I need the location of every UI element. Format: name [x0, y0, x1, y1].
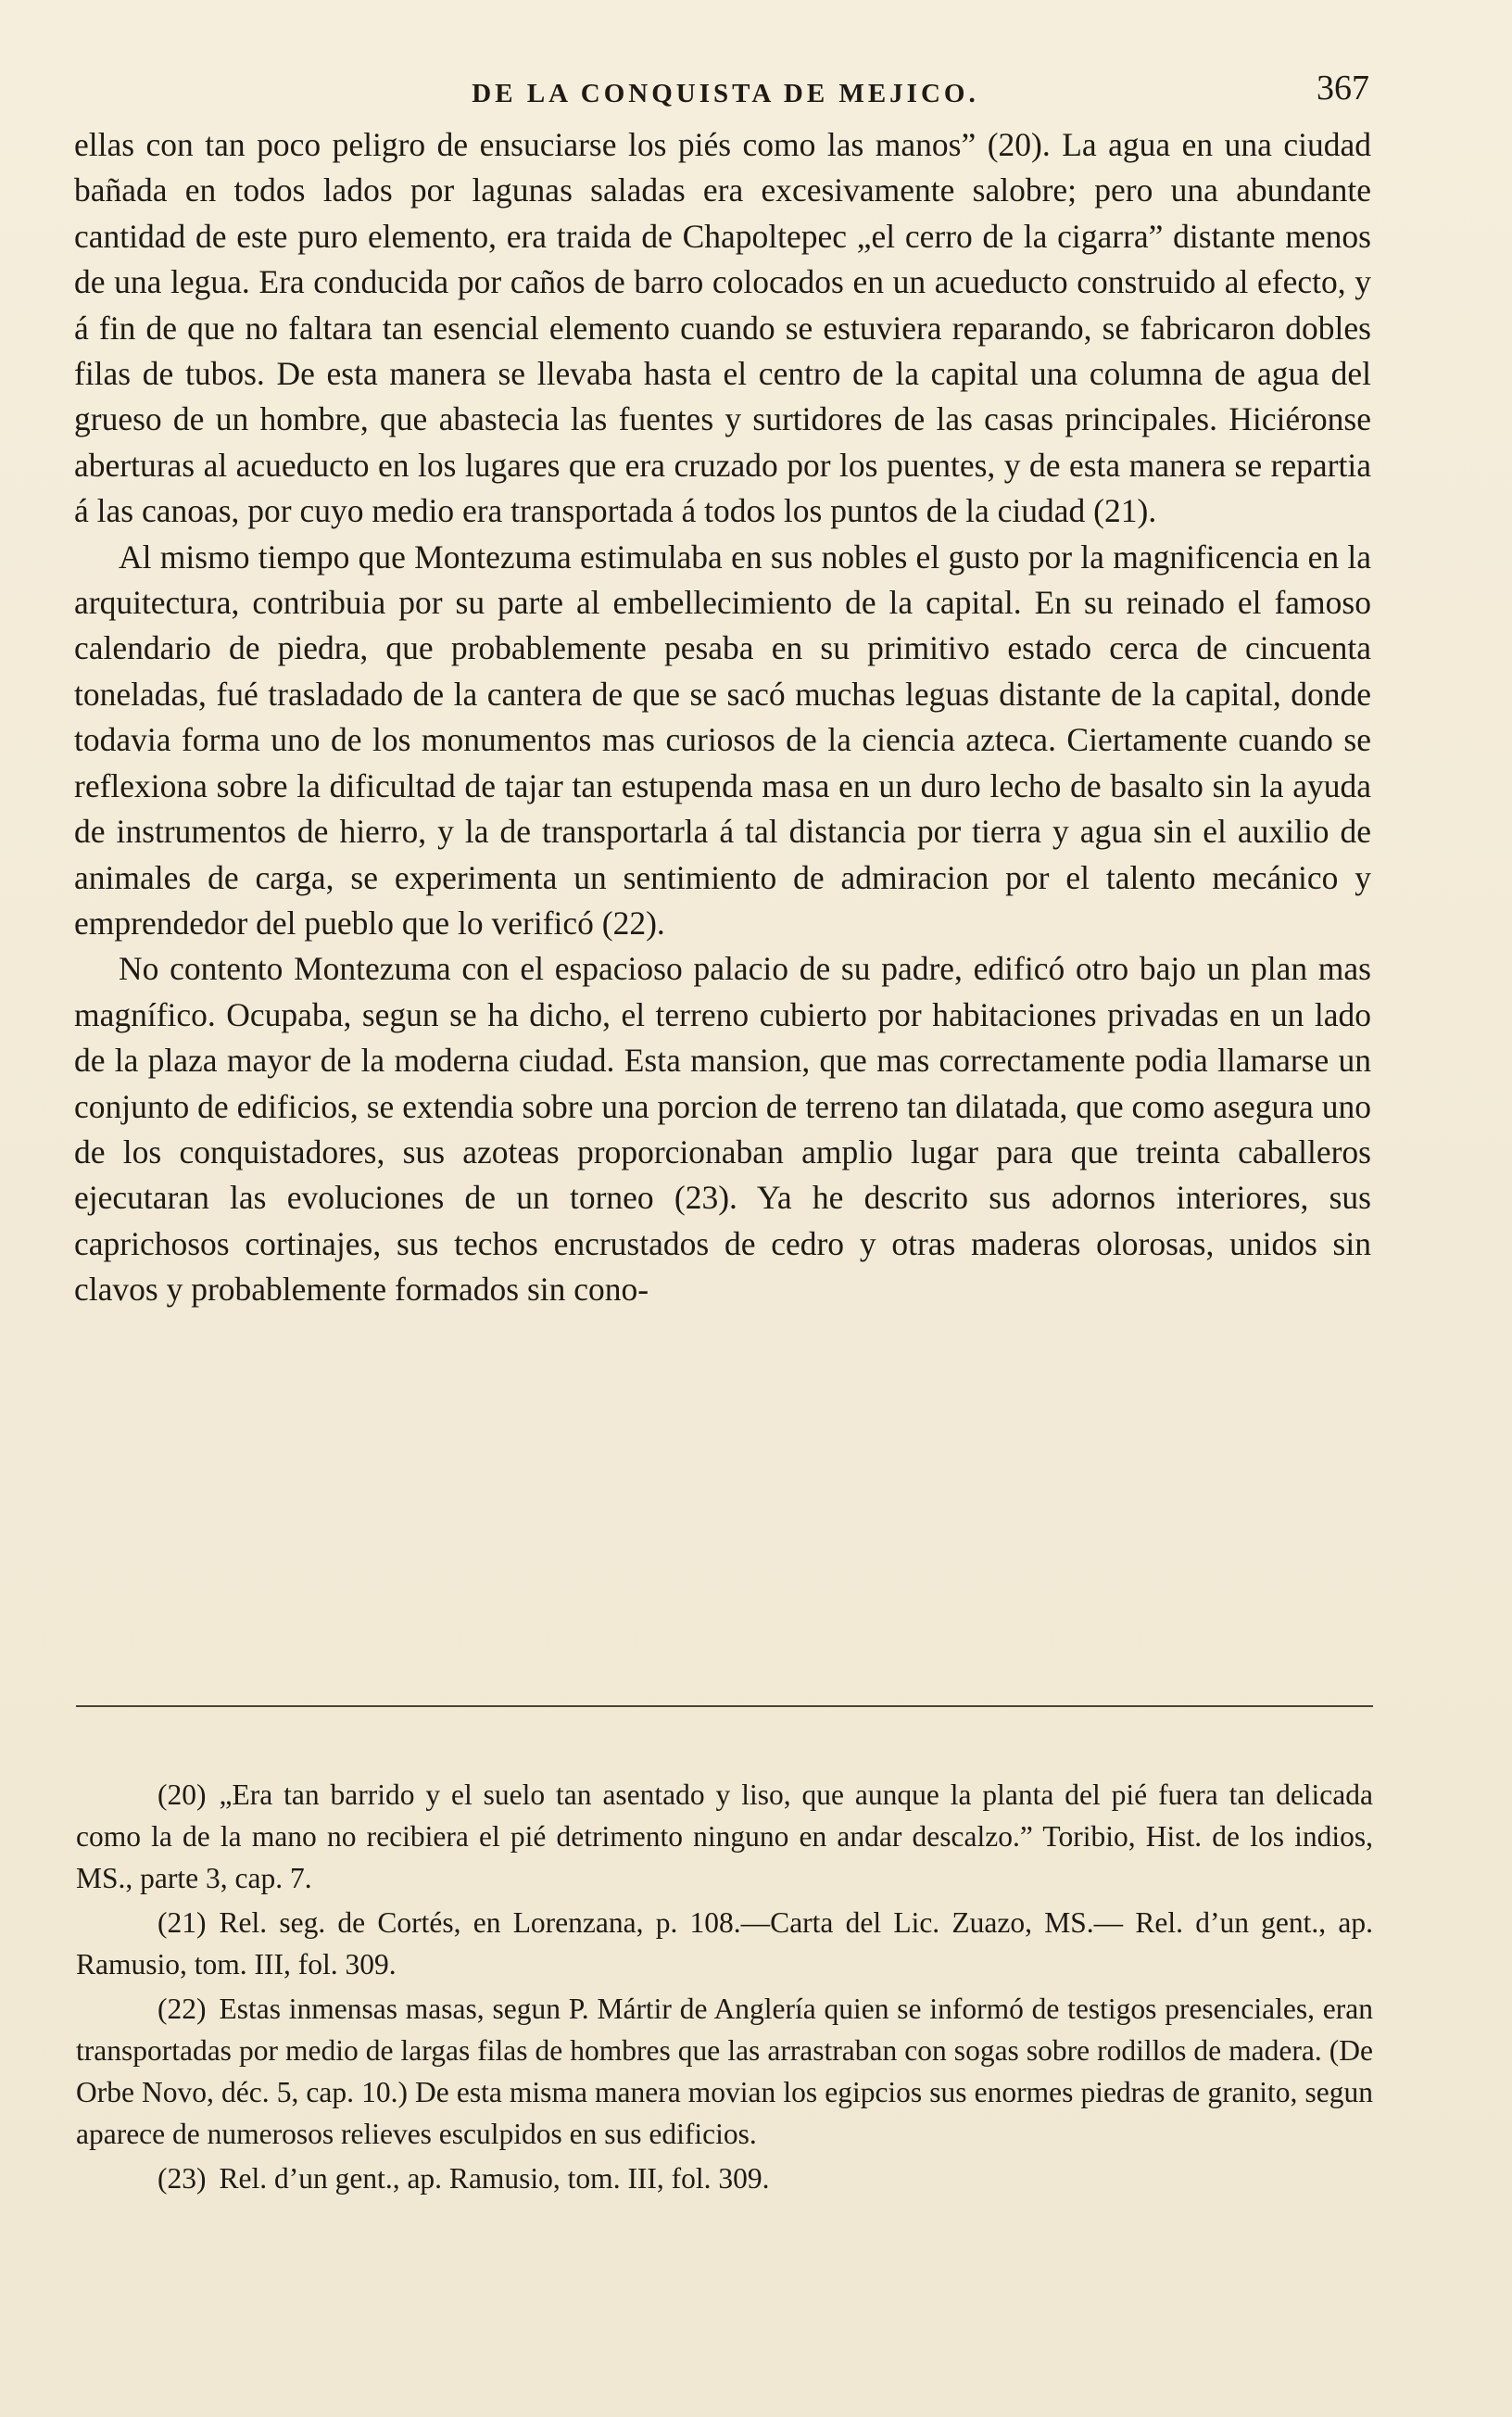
- paragraph: No contento Montezuma con el espacioso palacio de su padre, edificó otro bajo un plan mas magnífico. Ocupaba, segun se ha dicho, el terreno cubierto por habitaciones privadas en un lado de la plaza mayor de la moderna ciudad. Esta mansion, que mas correctamente podia llamarse un conjunto de edificios, se extendia sobre una porcion de terreno tan dilatada, que como asegura uno de los conquistadores, sus azoteas proporcionaban amplio lugar para que treinta caballeros ejecutaran las evoluciones de un torneo (23). Ya he descrito sus adornos interiores, sus caprichosos cortinajes, sus techos encrustados de cedro y otras maderas olorosas, unidos sin clavos y probablemente formados sin cono-: [74, 950, 1371, 1309]
- footnote-marker: (23): [158, 2162, 207, 2195]
- footnote-text: „Era tan barrido y el suelo tan asentado y liso, que aunque la planta del pié fuera tan delicada como la de la mano no recibiera el pié detrimento ninguno en andar descalzo.” Toribio, Hist. de los indios, MS., parte 3, cap. 7.: [76, 1778, 1373, 1894]
- footnote: [76, 1902, 1373, 1985]
- footnote-text: Rel. seg. de Cortés, en Lorenzana, p. 108.—Carta del Lic. Zuazo, MS.— Rel. d’un gent., ap. Ramusio, tom. III, fol. 309.: [76, 1906, 1373, 1980]
- footnotes: [76, 1774, 1373, 2202]
- footnote-text: Rel. d’un gent., ap. Ramusio, tom. III, fol. 309.: [219, 2162, 770, 2195]
- running-title: DE LA CONQUISTA DE MEJICO.: [472, 79, 979, 108]
- footnote-text: Estas inmensas masas, segun P. Mártir de Anglería quien se informó de testigos presenciales, eran transportadas por medio de largas filas de hombres que las arrastraban con sogas sobre rodillos de madera. (De Orbe Novo, déc. 5, cap. 10.) De esta misma manera movian los egipcios sus enormes piedras de granito, segun aparece de numerosos relieves esculpidos en sus edificios.: [76, 1993, 1373, 2150]
- paragraph: ellas con tan poco peligro de ensuciarse los piés como las manos” (20). La agua en una ciudad bañada en todos lados por lagunas saladas era excesivamente salobre; pero una abundante cantidad de este puro elemento, era traida de Chapoltepec „el cerro de la cigarra” distante menos de una legua. Era conducida por caños de barro colocados en un acueducto construido al efecto, y á fin de que no faltara tan esencial elemento cuando se estuviera reparando, se fabricaron dobles filas de tubos. De esta manera se llevaba hasta el centro de la capital una columna de agua del grueso de un hombre, que abastecia las fuentes y surtidores de las casas principales. Hiciéronse aberturas al acueducto en los lugares que era cruzado por los puentes, y de esta manera se repartia á las canoas, por cuyo medio era transportada á todos los puntos de la ciudad (21).: [74, 126, 1371, 530]
- footnote: [76, 2158, 1373, 2199]
- page-number: 367: [1317, 69, 1369, 108]
- page-header: [82, 69, 1369, 115]
- footnote-divider: [76, 1705, 1373, 1707]
- main-text: [74, 122, 1371, 1313]
- paragraph: Al mismo tiempo que Montezuma estimulaba en sus nobles el gusto por la magnificencia en la arquitectura, contribuia por su parte al embellecimiento de la capital. En su reinado el famoso calendario de piedra, que probablemente pesaba en su primitivo estado cerca de cincuenta toneladas, fué trasladado de la cantera de que se sacó muchas leguas distante de la capital, donde todavia forma uno de los monumentos mas curiosos de la ciencia azteca. Ciertamente cuando se reflexiona sobre la dificultad de tajar tan estupenda masa en un duro lecho de basalto sin la ayuda de instrumentos de hierro, y la de transportarla á tal distancia por tierra y agua sin el auxilio de animales de carga, se experimenta un sentimiento de admiracion por el talento mecánico y emprendedor del pueblo que lo verificó (22).: [74, 538, 1371, 942]
- footnote: [76, 1774, 1373, 1899]
- footnote-marker: (21): [158, 1906, 207, 1939]
- footnote-marker: (22): [158, 1993, 207, 2025]
- footnote: [76, 1988, 1373, 2155]
- footnote-marker: (20): [158, 1778, 207, 1811]
